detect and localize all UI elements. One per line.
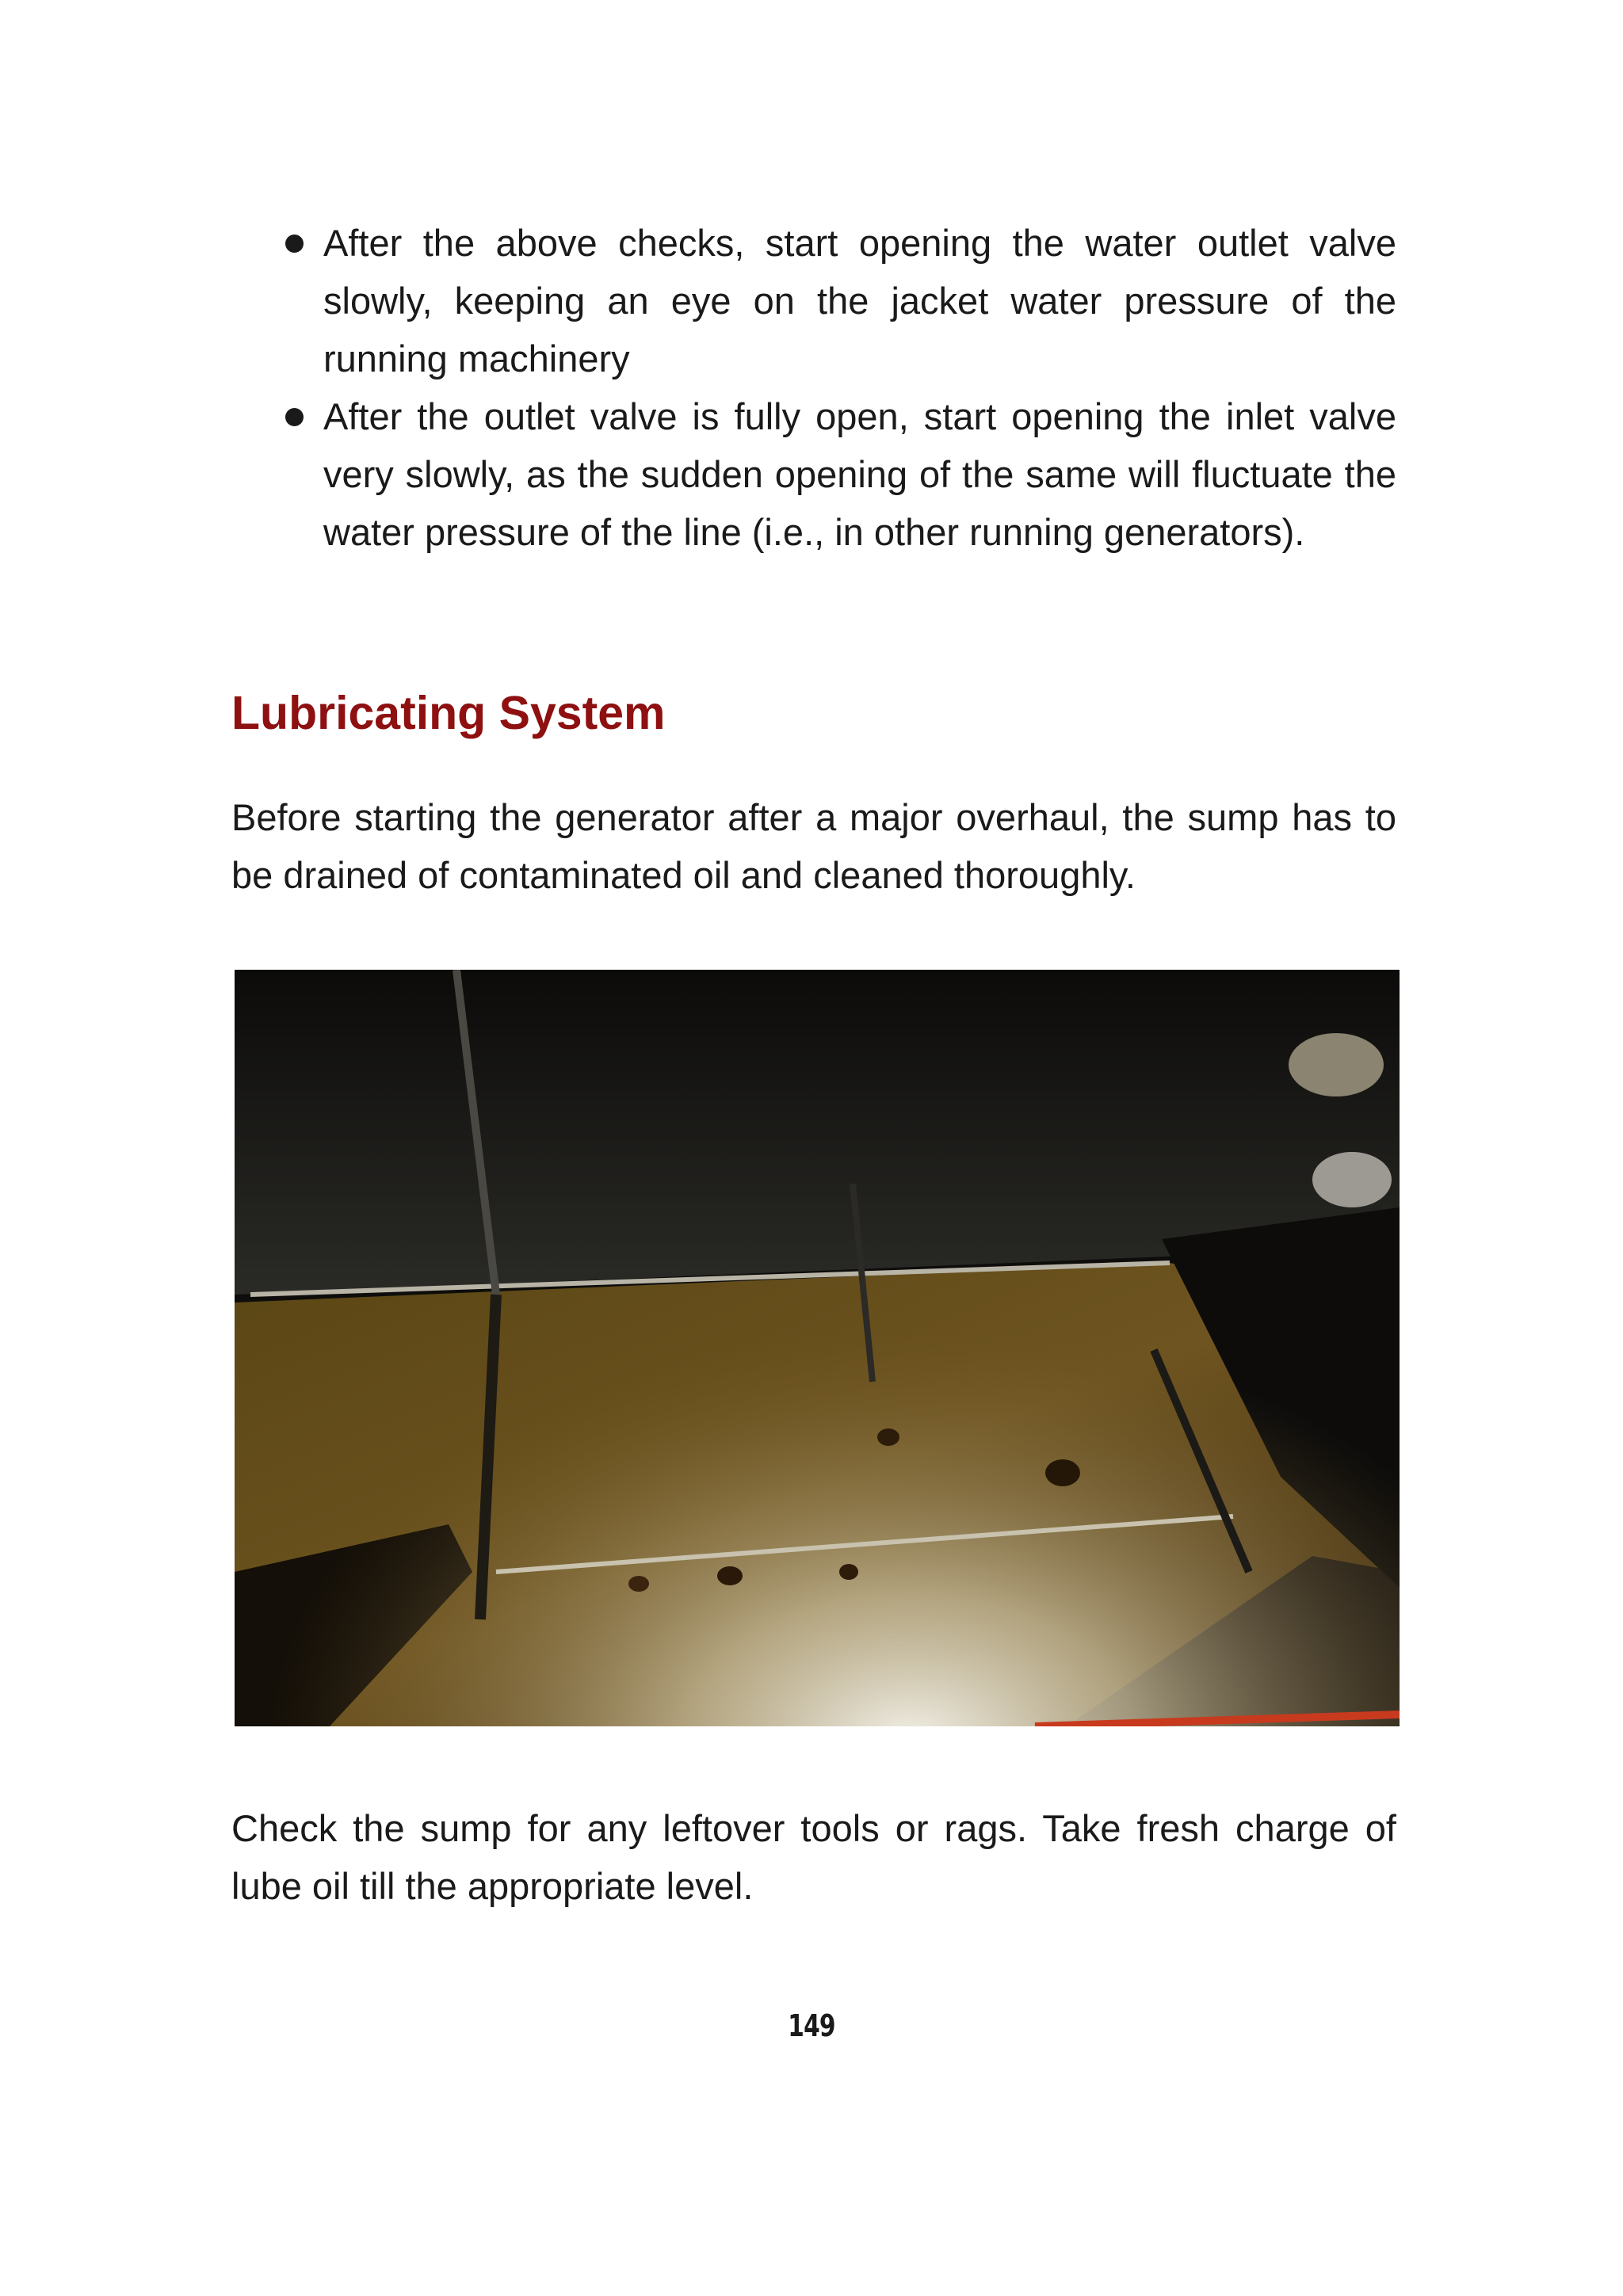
- oil-spot: [877, 1428, 899, 1446]
- oil-spot: [628, 1576, 649, 1592]
- photo-glow: [235, 970, 1400, 1726]
- bullet-text: After the above checks, start opening the water outlet valve slowly, keeping an eye on the jacket water pressure of the running machinery: [323, 222, 1396, 379]
- bullet-item: [231, 214, 1396, 387]
- bullet-dot-icon: [285, 408, 304, 426]
- bullet-item: [231, 387, 1396, 561]
- page-number: 149: [788, 2008, 835, 2043]
- sump-photo: [235, 970, 1400, 1726]
- bullet-dot-icon: [285, 235, 304, 253]
- oil-spot: [717, 1566, 743, 1585]
- intro-paragraph: Before starting the generator after a major overhaul, the sump has to be drained of contaminated oil and cleaned thoroughly.: [231, 796, 1396, 896]
- pipe-fitting: [1289, 1033, 1384, 1097]
- bullet-list: [231, 214, 1396, 561]
- after-photo-paragraph: Check the sump for any leftover tools or rags. Take fresh charge of lube oil till the appropriate level.: [231, 1807, 1396, 1907]
- oil-spot: [1045, 1459, 1080, 1486]
- pipe-fitting: [1312, 1152, 1392, 1207]
- bullet-text: After the outlet valve is fully open, start opening the inlet valve very slowly, as the sudden opening of the same will fluctuate the water pressure of the line (i.e., in other running generators).: [323, 395, 1396, 553]
- oil-spot: [839, 1564, 858, 1580]
- section-heading: Lubricating System: [231, 687, 666, 739]
